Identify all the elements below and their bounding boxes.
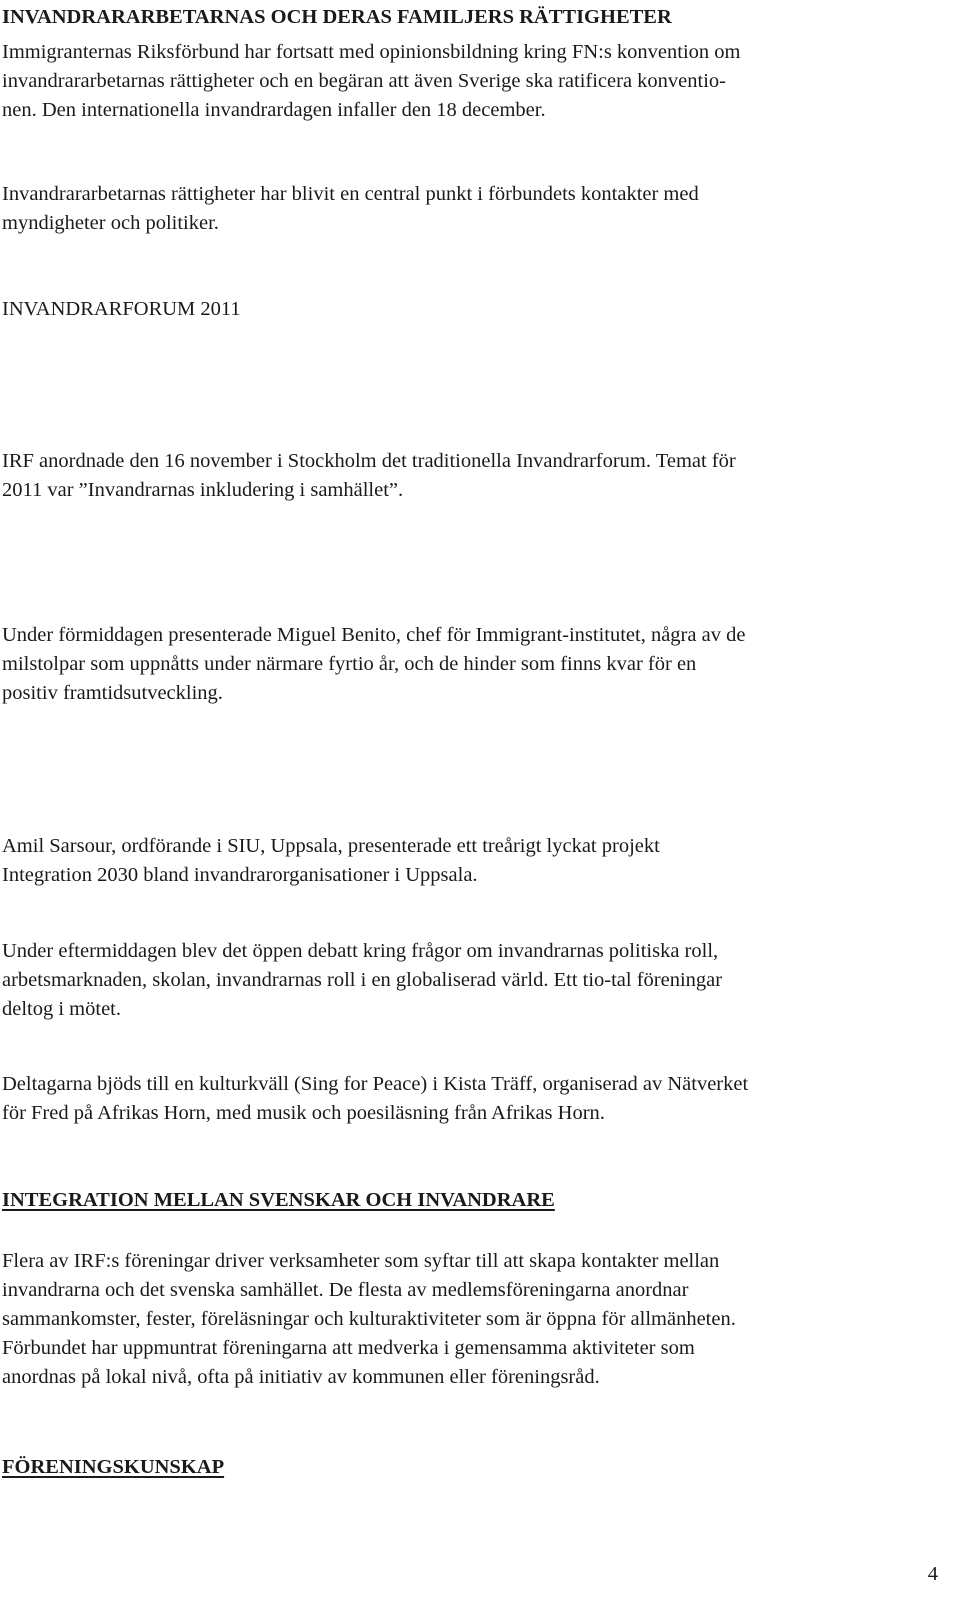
paragraph-forum-3: Amil Sarsour, ordförande i SIU, Uppsala, presenterade ett treårigt lyckat projekt Integration 2030 bland invandrarorganisationer i Uppsala. <box>2 835 660 886</box>
paragraph-forum-1: IRF anordnade den 16 november i Stockholm det traditionella Invandrarforum. Temat för 2011 var ”Invandrarnas inkludering i samhället”. <box>2 450 736 501</box>
page-number: 4 <box>927 1563 938 1585</box>
section-heading-knowledge: FÖRENINGSKUNSKAP <box>2 1456 225 1478</box>
paragraph-rights-2: Invandrararbetarnas rättigheter har blivit en central punkt i förbundets kontakter med myndigheter och politiker. <box>2 183 699 234</box>
section-heading-forum: INVANDRARFORUM 2011 <box>2 298 241 320</box>
section-heading-integration: INTEGRATION MELLAN SVENSKAR OCH INVANDRARE <box>2 1189 555 1211</box>
paragraph-forum-2: Under förmiddagen presenterade Miguel Benito, chef för Immigrant-institutet, några av de milstolpar som uppnåtts under närmare fyrtio år, och de hinder som finns kvar för en positiv framtidsutveckling. <box>2 624 746 704</box>
paragraph-rights-1: Immigranternas Riksförbund har fortsatt med opinionsbildning kring FN:s konvention om invandrararbetarnas rättigheter och en begäran att även Sverige ska ratificera konventio- nen. Den internationella invandrardagen infaller den 18 december. <box>2 41 741 121</box>
section-heading-rights: INVANDRARARBETARNAS OCH DERAS FAMILJERS RÄTTIGHETER <box>2 6 672 28</box>
paragraph-forum-4: Under eftermiddagen blev det öppen debatt kring frågor om invandrarnas politiska roll, arbetsmarknaden, skolan, invandrarnas roll i en globaliserad värld. Ett tio-tal föreningar deltog i mötet. <box>2 940 723 1020</box>
paragraph-integration-1: Flera av IRF:s föreningar driver verksamheter som syftar till att skapa kontakter mellan invandrarna och det svenska samhället. De flesta av medlemsföreningarna anordnar sammankomster, fester, föreläsningar och kulturaktiviteter som är öppna för allmänheten. Förbundet har uppmuntrat föreningarna att medverka i gemensamma aktiviteter som anordnas på lokal nivå, ofta på initiativ av kommunen eller föreningsråd. <box>2 1250 736 1388</box>
paragraph-forum-5: Deltagarna bjöds till en kulturkväll (Sing for Peace) i Kista Träff, organiserad av Nätverket för Fred på Afrikas Horn, med musik och poesiläsning från Afrikas Horn. <box>2 1073 749 1124</box>
